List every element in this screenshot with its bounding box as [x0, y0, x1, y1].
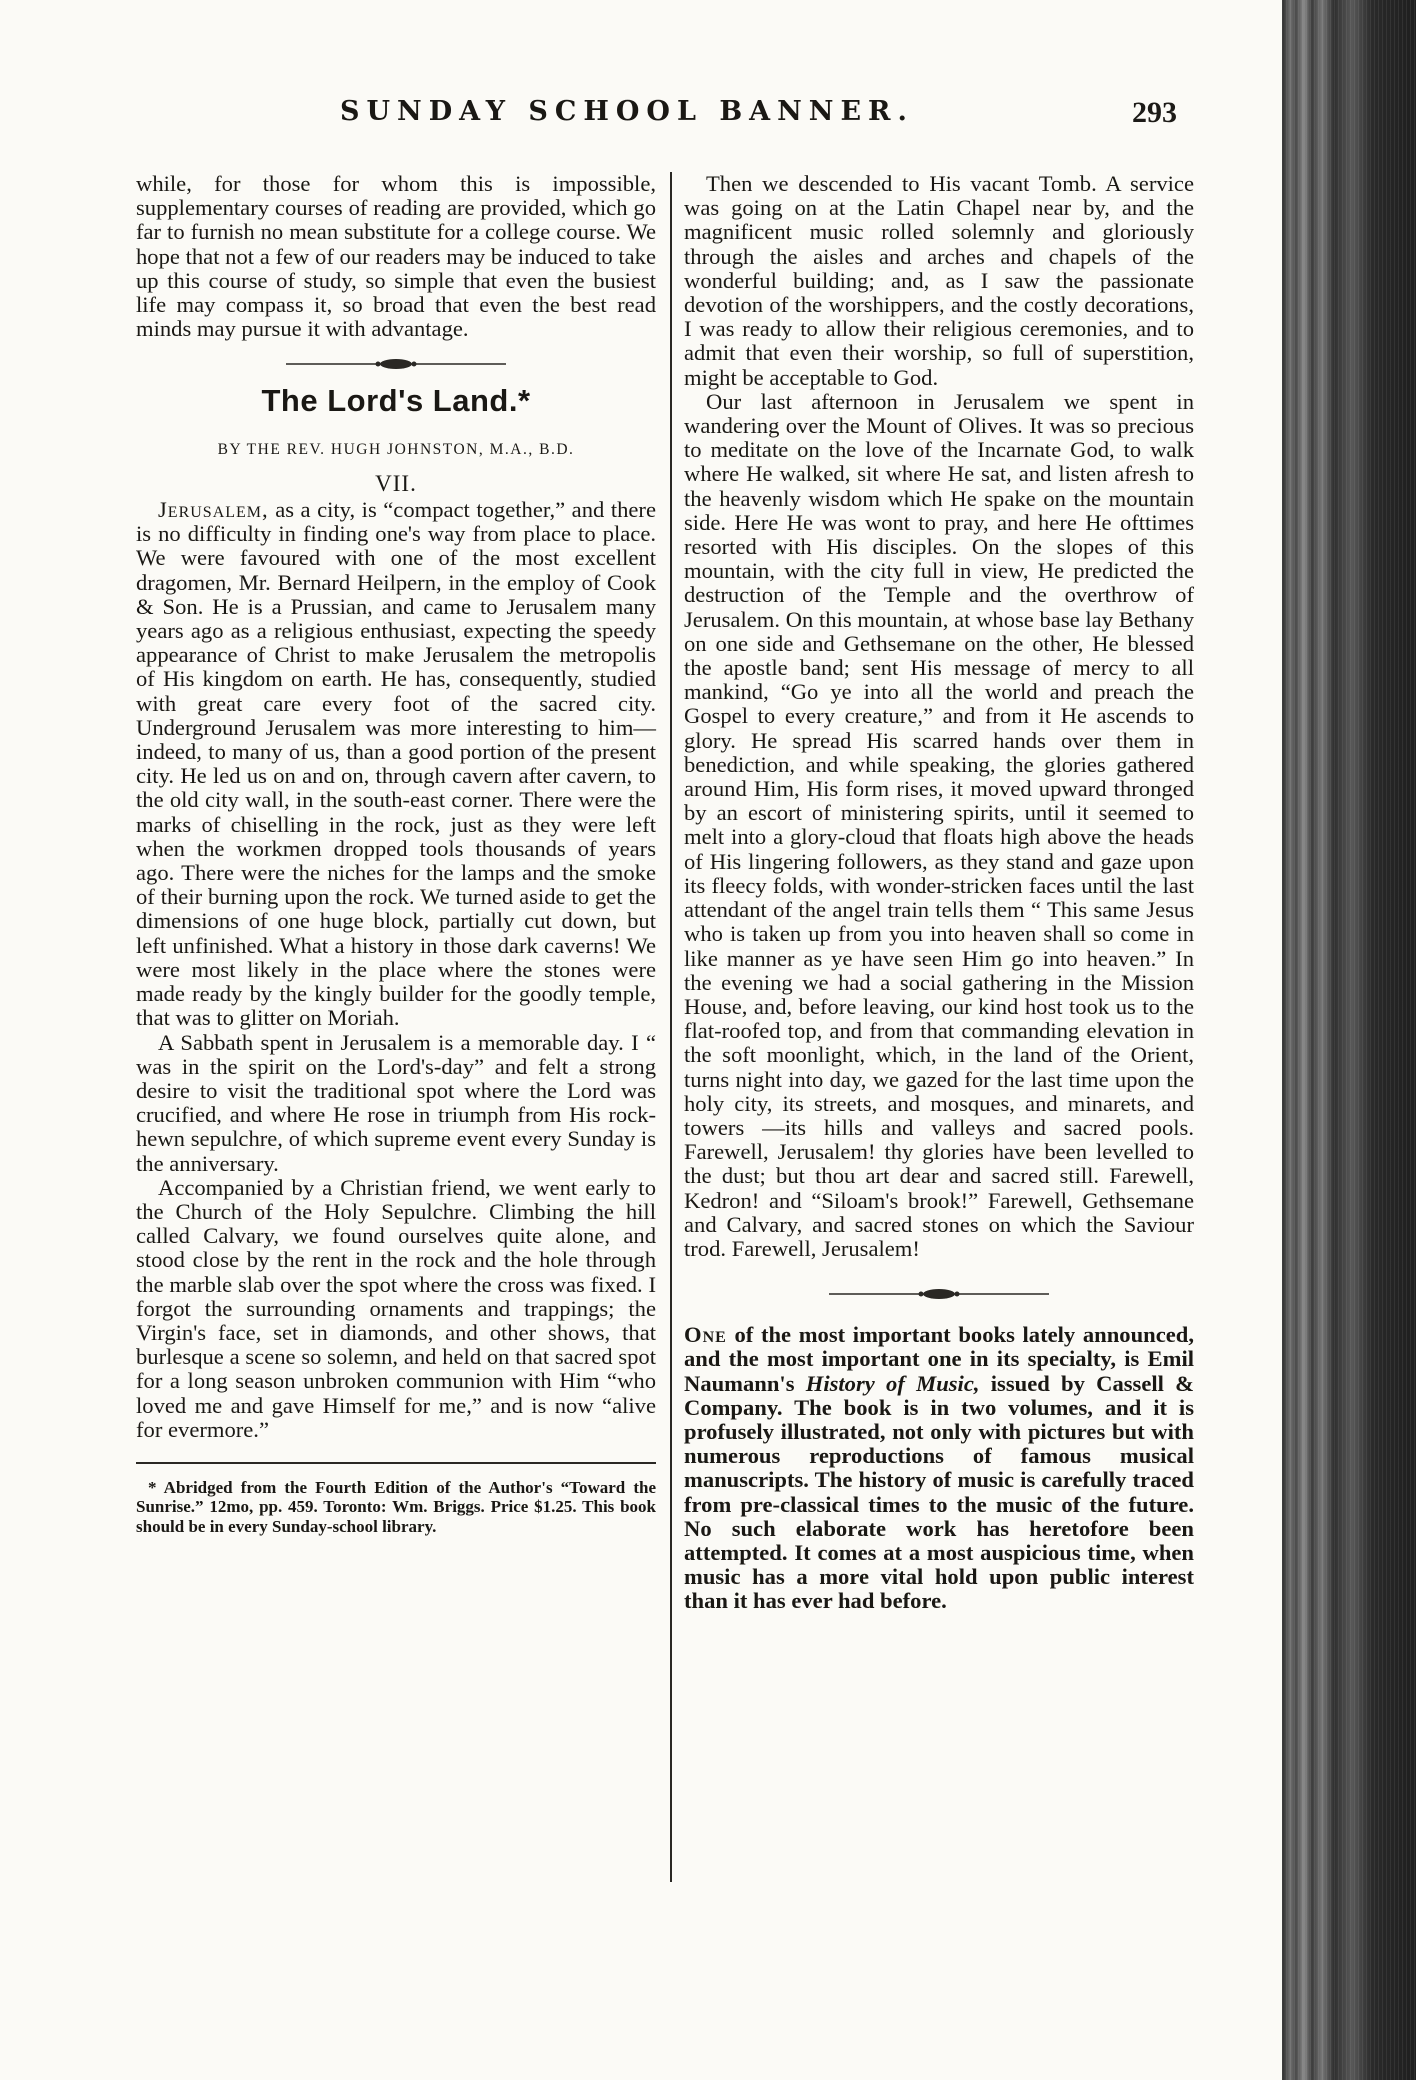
book-title: History of Music,: [805, 1370, 980, 1396]
paragraph-text: as a city, is “compact together,” and there is no difficulty in finding one's way from place to place. We were favoured with one of the most excellent dragomen, Mr. Bernard Heilpern, in the employ of Cook & Son. He is a Prussian, and came to Jerusalem many years ago as a religious enthusiast, expecting the speedy appearance of Christ to make Jerusalem the metropolis of His kingdom on earth. He has, consequently, studied with great care every foot of the sacred city. Underground Jerusalem was more interesting to him—indeed, to many of us, than a good portion of the present city. He led us on and on, through cavern after cavern, to the old city wall, in the south-east corner. There were the marks of chiselling in the rock, just as they were left when the workmen dropped tools thousands of years ago. There were the niches for the lamps and the smoke of their burning upon the rock. We turned aside to get the dimensions of one huge block, partially cut down, but left unfinished. What a history in those dark caverns! We were most likely in the place where the stones were made ready by the kingly builder for the goodly temple, that was to glitter on Moriah.: [136, 497, 656, 1031]
paragraph-lead-word: Jerusalem,: [158, 497, 269, 523]
section-ornament-divider: [286, 357, 506, 371]
footnote: * Abridged from the Fourth Edition of the Author's “Toward the Sunrise.” 12mo, pp. 459. Toronto: Wm. Briggs. Price $1.25. This book should be in every Sunday-school library.: [136, 1477, 656, 1536]
paragraph-text: issued by Cassell & Company. The book is in two volumes, and it is profusely illustrated, not only with pictures but with numerous reproductions of famous musical manuscripts. The history of music is carefully traced from pre-classical times to the music of the future. No such elaborate work has heretofore been attempted. It comes at a most auspicious time, when music has a more vital hold upon public interest than it has ever had before.: [684, 1370, 1194, 1614]
section-number: VII.: [375, 470, 417, 496]
left-column: [136, 172, 656, 1536]
body-paragraph: Then we descended to His vacant Tomb. A service was going on at the Latin Chapel near by, and the magnificent music rolled solemnly and gloriously through the aisles and arches and chapels of the wonderful building; and, as I saw the passionate devotion of the worshippers, and the costly decorations, I was ready to allow their religious ceremonies, and to admit that even their worship, so full of superstition, might be acceptable to God.: [684, 171, 1194, 390]
page-number: 293: [1132, 96, 1177, 129]
body-paragraph: A Sabbath spent in Jerusalem is a memorable day. I “ was in the spirit on the Lord's-day” and felt a strong desire to visit the traditional spot where the Lord was crucified, and where He rose in triumph from His rock-hewn sepulchre, of which supreme event every Sunday is the anniversary.: [136, 1029, 656, 1176]
footnote-rule: [136, 1462, 656, 1464]
right-column: [684, 172, 1194, 1614]
body-paragraph: Accompanied by a Christian friend, we went early to the Church of the Holy Sepulchre. Climbing the hill called Calvary, we found ourselves quite alone, and stood close by the rent in the rock and the hole through the marble slab over the spot where the cross was fixed. I forgot the surrounding ornaments and trappings; the Virgin's face, set in diamonds, and other shows, that burlesque a scene so solemn, and held on that sacred spot for a long season unbroken communion with Him “who loved me and gave Himself for me,” and is now “alive for evermore.”: [136, 1174, 656, 1442]
body-paragraph: [136, 498, 656, 1030]
paragraph-lead-word: One: [684, 1322, 727, 1348]
intro-paragraph: while, for those for whom this is impossible, supplementary courses of reading are provided, which go far to furnish no mean substitute for a college course. We hope that not a few of our readers may be induced to take up this course of study, so simple that even the busiest life may compass it, so broad that even the best read minds may pursue it with advantage.: [136, 171, 656, 342]
paragraph-text: of the most important books lately announced, and the most important one in its specialty, is Emil Naumann's: [684, 1322, 1194, 1396]
section-ornament-divider: [829, 1287, 1049, 1301]
body-paragraph: Our last afternoon in Jerusalem we spent in wandering over the Mount of Olives. It was so precious to meditate on the love of the Incarnate God, to walk where He walked, sit where He sat, and listen afresh to the heavenly wisdom which He spake on the mountain side. Here He was wont to pray, and here He ofttimes resorted with His disciples. On the slopes of this mountain, with the city full in view, He predicted the destruction of the Temple and the overthrow of Jerusalem. On this mountain, at whose base lay Bethany on one side and Gethsemane on the other, He blessed the apostle band; sent His message of mercy to all mankind, “Go ye into all the world and preach the Gospel to every creature,” and from it He ascends to glory. He spread His scarred hands over them in benediction, and while speaking, the glories gathered around Him, His form rises, it moved upward thronged by an escort of ministering spirits, until it seemed to melt into a glory-cloud that floats high above the heads of His lingering followers, as they stand and gaze upon its fleecy folds, with wonder-stricken faces until the last attendant of the angel train tells them “ This same Jesus who is taken up from you into heaven shall so come in like manner as ye have seen Him go into heaven.” In the evening we had a social gathering in the Mission House, and, before leaving, our kind host took us to the flat-roofed top, and from that commanding elevation in the soft moonlight, which, in the land of the Orient, turns night into day, we gazed for the last time upon the holy city, its streets, and mosques, and minarets, and towers —its hills and valleys and sacred pools. Farewell, Jerusalem! thy glories have been levelled to the dust; but thou art dear and sacred still. Farewell, Kedron! and “Siloam's brook!” Farewell, Gethsemane and Calvary, and sacred stones on which the Saviour trod. Farewell, Jerusalem!: [684, 388, 1194, 1261]
column-divider: [670, 172, 672, 1882]
running-title: SUNDAY SCHOOL BANNER.: [340, 96, 914, 127]
article-byline: BY THE REV. HUGH JOHNSTON, M.A., B.D.: [217, 440, 575, 458]
book-notice-paragraph: [684, 1323, 1194, 1613]
book-page-edges: [1282, 0, 1416, 2080]
article-title: The Lord's Land.*: [261, 383, 531, 419]
